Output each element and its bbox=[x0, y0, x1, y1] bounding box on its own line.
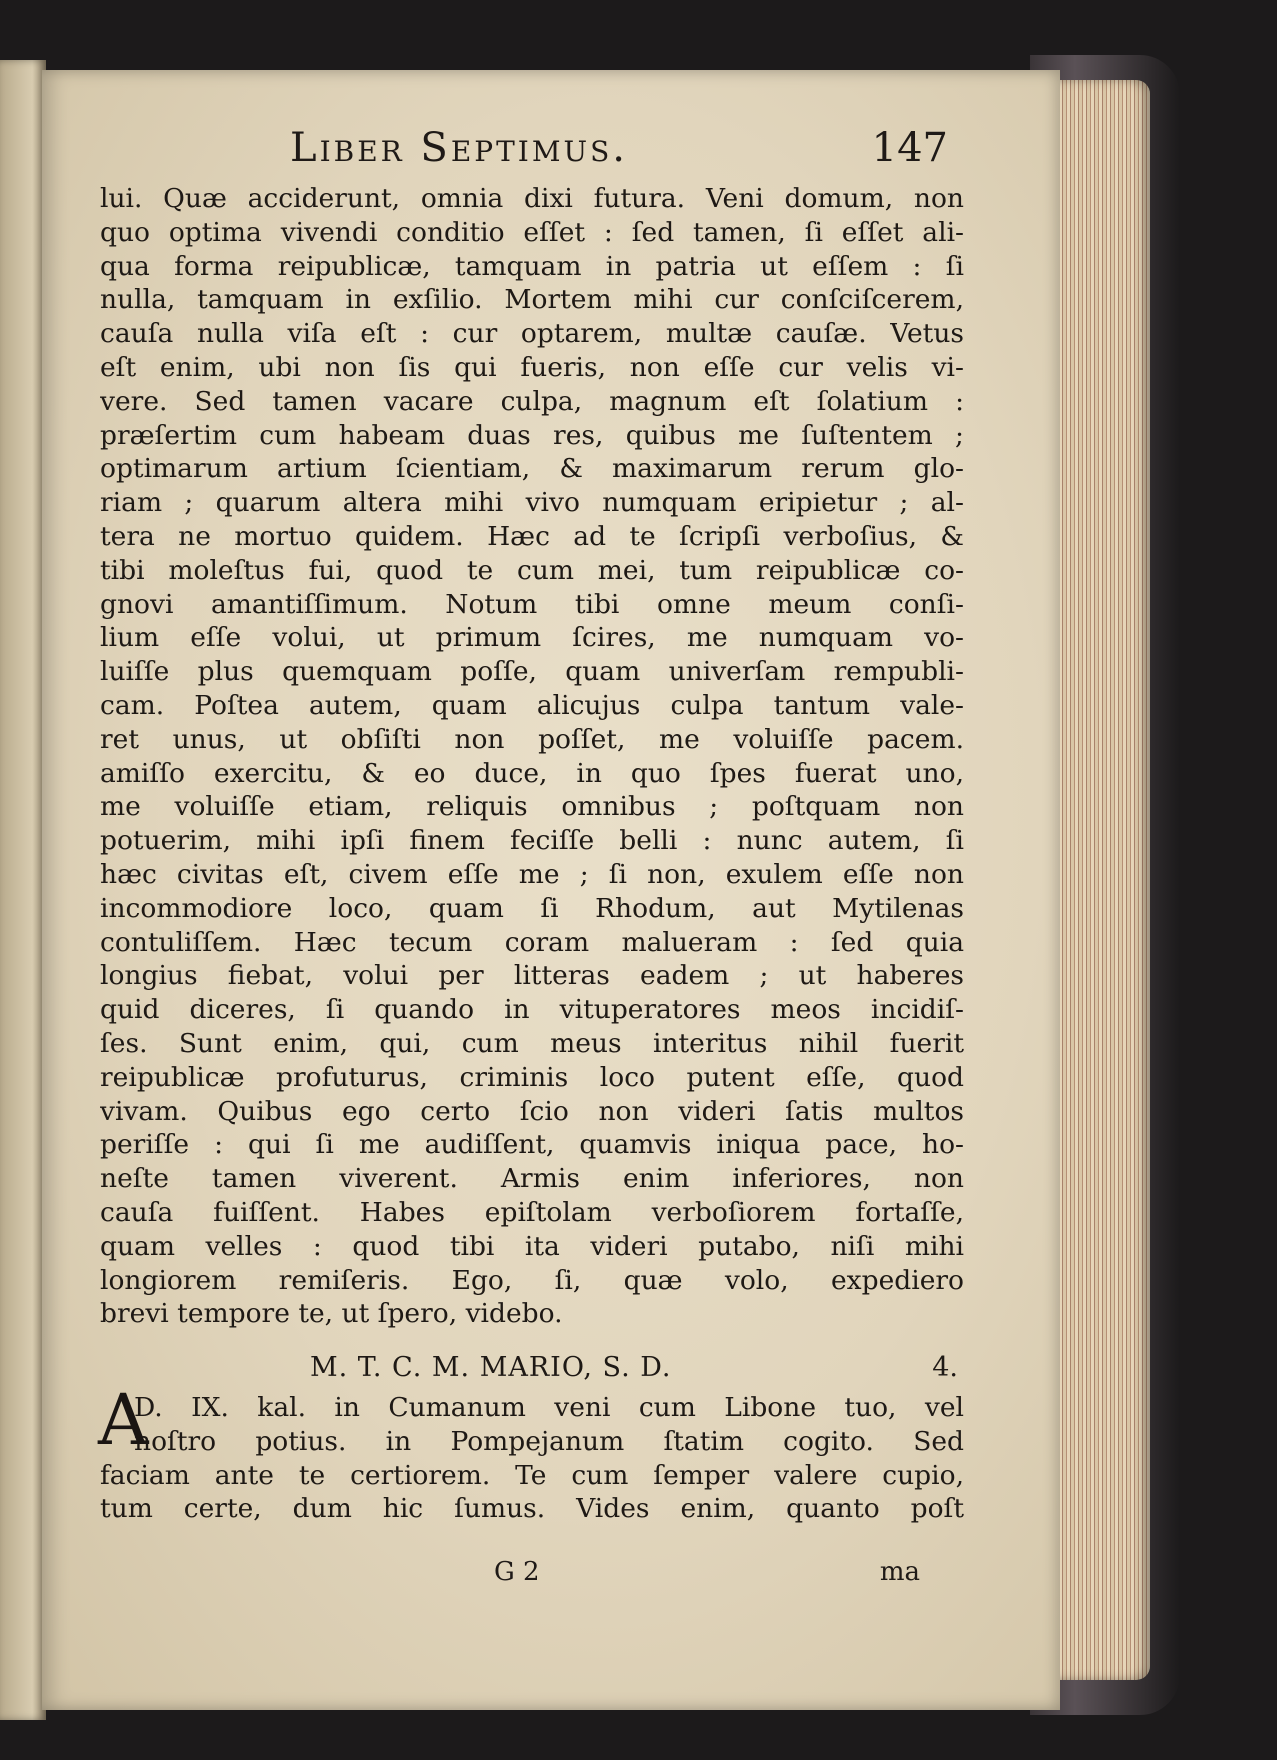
letter-lines bbox=[98, 1379, 964, 1526]
text-line: ret unus, ut obſiſti non poſſet, me voluiſſe pacem. bbox=[100, 723, 964, 755]
text-line: cauſa nulla viſa eſt : cur optarem, multæ cauſæ. Vetus bbox=[100, 318, 964, 350]
text-line: reipublicæ profuturus, criminis loco putent eſſe, quod bbox=[100, 1061, 964, 1093]
text-line: vere. Sed tamen vacare culpa, magnum eſt ſolatium : bbox=[100, 385, 964, 417]
page-footer bbox=[42, 1557, 1060, 1593]
text-line: quo optima vivendi conditio eſſet : ſed tamen, ſi eſſet ali- bbox=[100, 216, 964, 248]
text-line: longius fiebat, volui per litteras eadem ; ut haberes bbox=[100, 960, 964, 992]
text-line: contuliſſem. Hæc tecum coram malueram : ſed quia bbox=[100, 926, 964, 958]
catchword: ma bbox=[879, 1557, 920, 1587]
text-line: potuerim, mihi ipſi finem feciſſe belli : nunc autem, ſi bbox=[100, 825, 964, 857]
text-line: tibi moleſtus fui, quod te cum mei, tum reipublicæ co- bbox=[100, 554, 964, 586]
text-line: incommodiore loco, quam ſi Rhodum, aut Mytilenas bbox=[100, 892, 964, 924]
text-line: gnovi amantiſſimum. Notum tibi omne meum conſi- bbox=[100, 588, 964, 620]
letter-body bbox=[98, 1379, 964, 1526]
text-line: quam velles : quod tibi ita videri putabo, niſi mihi bbox=[100, 1230, 964, 1262]
text-line: cauſa fuiſſent. Habes epiſtolam verboſiorem fortaſſe, bbox=[100, 1196, 964, 1228]
text-line: lium eſſe volui, ut primum ſcires, me numquam vo- bbox=[100, 622, 964, 654]
text-line: hæc civitas eſt, civem eſſe me ; ſi non, exulem eſſe non bbox=[100, 858, 964, 890]
body-lines bbox=[100, 182, 964, 1331]
text-line: amiſſo exercitu, & eo duce, in quo ſpes fuerat uno, bbox=[100, 757, 964, 789]
page-edges bbox=[1055, 80, 1150, 1680]
text-line: eſt enim, ubi non ſis qui fueris, non eſſe cur velis vi- bbox=[100, 351, 964, 383]
text-line: periſſe : qui ſi me audiſſent, quamvis iniqua pace, ho- bbox=[100, 1129, 964, 1161]
text-line: tera ne mortuo quidem. Hæc ad te ſcripſi verboſius, & bbox=[100, 520, 964, 552]
text-line: riam ; quarum altera mihi vivo numquam eripietur ; al- bbox=[100, 487, 964, 519]
running-head: Liber Septimus. bbox=[290, 125, 629, 171]
text-line: nulla, tamquam in exſilio. Mortem mihi cur conſciſcerem, bbox=[100, 284, 964, 316]
text-line: cam. Poſtea autem, quam alicujus culpa tantum vale- bbox=[100, 689, 964, 721]
text-line: vivam. Quibus ego certo ſcio non videri ſatis multos bbox=[100, 1095, 964, 1127]
page-number: 147 bbox=[871, 125, 948, 171]
text-line: quid diceres, ſi quando in vituperatores meos incidiſ- bbox=[100, 994, 964, 1026]
text-line: luiſſe plus quemquam poſſe, quam univerſam rempubli- bbox=[100, 656, 964, 688]
letter-line: noſtro potius. in Pompejanum ſtatim cogito. Sed bbox=[134, 1425, 964, 1457]
text-line: me voluiſſe etiam, reliquis omnibus ; poſtquam non bbox=[100, 791, 964, 823]
text-line: lui. Quæ acciderunt, omnia dixi futura. Veni domum, non bbox=[100, 183, 964, 214]
text-line: longiorem remiſeris. Ego, ſi, quæ volo, expediero bbox=[100, 1264, 964, 1296]
text-line: brevi tempore te, ut ſpero, videbo. bbox=[100, 1298, 563, 1330]
letter-number: 4. bbox=[932, 1352, 958, 1384]
book-page bbox=[42, 70, 1060, 1710]
text-line: optimarum artium ſcientiam, & maximarum rerum glo- bbox=[100, 453, 964, 485]
text-line: ſes. Sunt enim, qui, cum meus interitus nihil fuerit bbox=[100, 1027, 964, 1059]
letter-line: faciam ante te certiorem. Te cum ſemper valere cupio, bbox=[100, 1459, 964, 1491]
text-line: præſertim cum habeam duas res, quibus me ſuſtentem ; bbox=[100, 419, 964, 451]
text-line: neſte tamen viverent. Armis enim inferiores, non bbox=[100, 1163, 964, 1195]
letter-heading bbox=[100, 1341, 964, 1391]
signature-mark: G 2 bbox=[494, 1557, 540, 1587]
letter-line: tum certe, dum hic ſumus. Vides enim, quanto poſt bbox=[100, 1493, 964, 1525]
letter-title: M. T. C. M. MARIO, S. D. bbox=[310, 1352, 672, 1384]
text-line: qua forma reipublicæ, tamquam in patria ut eſſem : ſi bbox=[100, 250, 964, 282]
body-text bbox=[100, 182, 964, 1526]
page-header bbox=[42, 125, 1060, 181]
drop-cap: A bbox=[98, 1379, 149, 1462]
facing-page-edge bbox=[0, 60, 46, 1720]
letter-line: D. IX. kal. in Cumanum veni cum Libone tuo, vel bbox=[134, 1392, 964, 1424]
